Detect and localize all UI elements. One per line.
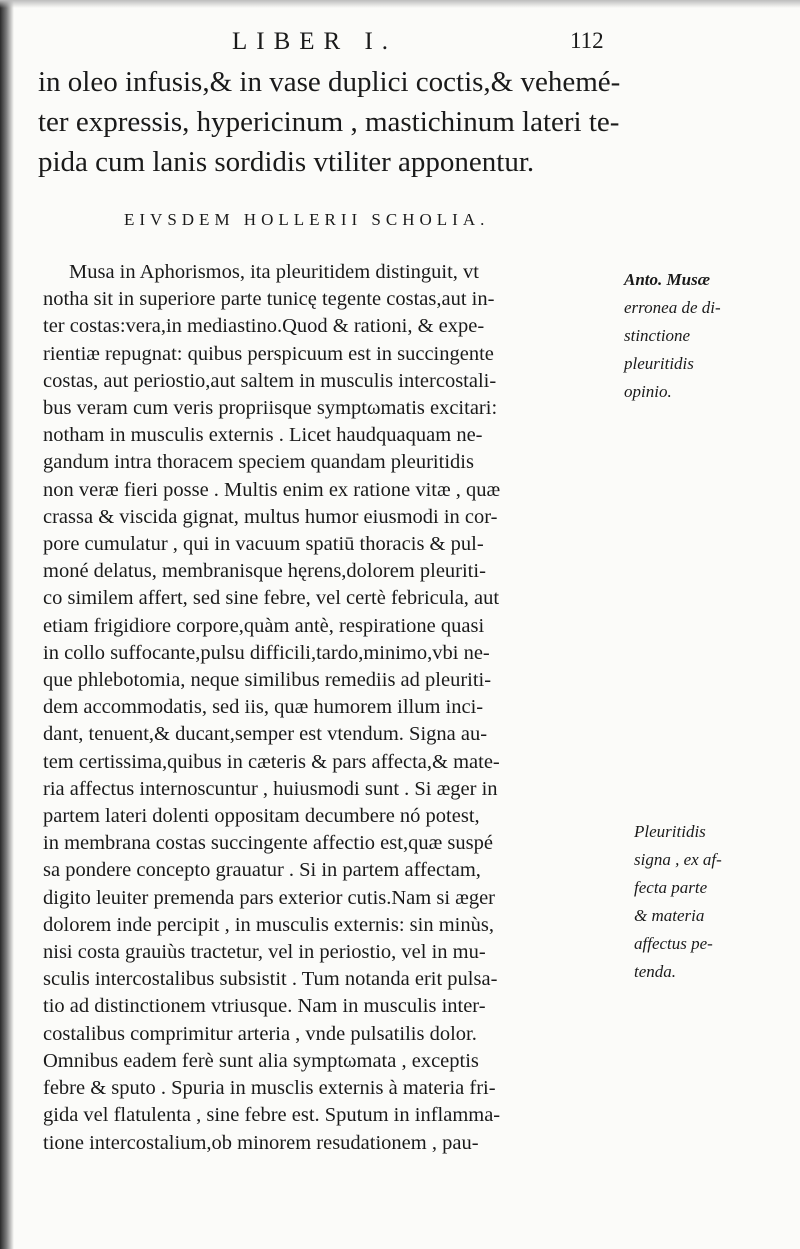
spine-shadow [0,0,14,1249]
text-line: ter costas:vera,in mediastino.Quod & rationi, & expe- [43,315,485,338]
text-line: in collo suffocante,pulsu difficili,tardo,minimo,vbi ne- [43,641,490,664]
text-line: tem certissima,quibus in cæteris & pars affecta,& mate- [43,750,500,773]
text-line: costas, aut periostio,aut saltem in musculis intercostali- [43,369,497,392]
text-line: tione intercostalium,ob minorem resudationem , pau- [43,1131,479,1154]
text-line: gida vel flatulenta , sine febre est. Sputum in inflamma- [43,1104,501,1127]
margin-note-line: Pleuritidis [634,822,706,841]
text-line: gandum intra thoracem speciem quandam pleuritidis [43,451,474,474]
text-line: dolorem inde percipit , in musculis externis: sin minùs, [43,913,494,936]
text-line: notha sit in superiore parte tunicę tegente costas,aut in- [43,288,495,311]
text-line: que phlebotomia, neque similibus remediis ad pleuriti- [43,669,492,692]
text-line: pida cum lanis sordidis vtiliter apponentur. [38,146,535,178]
margin-note-line: opinio. [624,382,672,401]
text-line: dant, tenuent,& ducant,semper est vtendum. Signa au- [43,723,488,746]
text-line: bus veram cum veris propriisque symptωmatis excitari: [43,397,498,420]
text-line: in oleo infusis,& in vase duplici coctis,& vehemé- [38,66,621,98]
text-line: tio ad distinctionem vtriusque. Nam in musculis inter- [43,995,486,1018]
page-number: 112 [570,28,604,53]
running-head [0,24,800,64]
text-line: ter expressis, hypericinum , mastichinum lateri te- [38,106,620,138]
text-line: moné delatus, membranisque hęrens,dolorem pleuriti- [43,560,486,583]
continuation-paragraph [38,62,623,182]
margin-note-line: signa , ex af- [634,850,722,869]
margin-note-line: tenda. [634,962,677,981]
text-line: co similem affert, sed sine febre, vel certè febricula, aut [43,587,500,610]
margin-note-musa-opinion [624,266,721,406]
margin-note-pleuritis-signs [634,818,722,986]
page-edge-shadow [0,0,800,8]
text-line: crassa & viscida gignat, multus humor eiusmodi in cor- [43,505,498,528]
scholia-body [43,259,628,1157]
text-line: ria affectus internoscuntur , huiusmodi sunt . Si æger in [43,777,498,800]
text-line: Omnibus eadem ferè sunt alia symptωmata , exceptis [43,1049,479,1072]
margin-note-line: Anto. Musæ [624,270,710,289]
text-line: pore cumulatur , qui in vacuum spatiū thoracis & pul- [43,533,484,556]
running-head-title: LIBER I. [232,28,398,55]
section-heading: EIVSDEM HOLLERII SCHOLIA. [124,210,490,229]
margin-note-line: stinctione [624,326,691,345]
margin-note-line: pleuritidis [624,354,694,373]
text-line: digito leuiter premenda pars exterior cutis.Nam si æger [43,886,496,909]
text-line: notham in musculis externis . Licet haudquaquam ne- [43,424,483,447]
text-line: sa pondere concepto grauatur . Si in partem affectam, [43,859,481,882]
margin-note-line: erronea de di- [624,298,721,317]
text-line: Musa in Aphorismos, ita pleuritidem distinguit, vt [69,261,479,283]
text-line: febre & sputo . Spuria in musclis externis à materia fri- [43,1077,496,1100]
text-line: costalibus comprimitur arteria , vnde pulsatilis dolor. [43,1022,477,1045]
text-line: non veræ fieri posse . Multis enim ex ratione vitæ , quæ [43,478,501,501]
text-line: dem accommodatis, sed iis, quæ humorem illum inci- [43,696,484,719]
text-line: partem lateri dolenti oppositam decumbere nó potest, [43,805,480,828]
text-line: nisi costa grauiùs tractetur, vel in periostio, vel in mu- [43,941,486,964]
text-line: etiam frigidiore corpore,quàm antè, respiratione quasi [43,614,485,637]
margin-note-line: & materia [634,906,705,925]
margin-note-line: affectus pe- [634,934,713,953]
margin-note-line: fecta parte [634,878,708,897]
text-line: sculis intercostalibus subsistit . Tum notanda erit pulsa- [43,968,498,991]
text-line: rientiæ repugnat: quibus perspicuum est in succingente [43,342,494,365]
text-line: in membrana costas succingente affectio est,quæ suspé [43,832,493,855]
